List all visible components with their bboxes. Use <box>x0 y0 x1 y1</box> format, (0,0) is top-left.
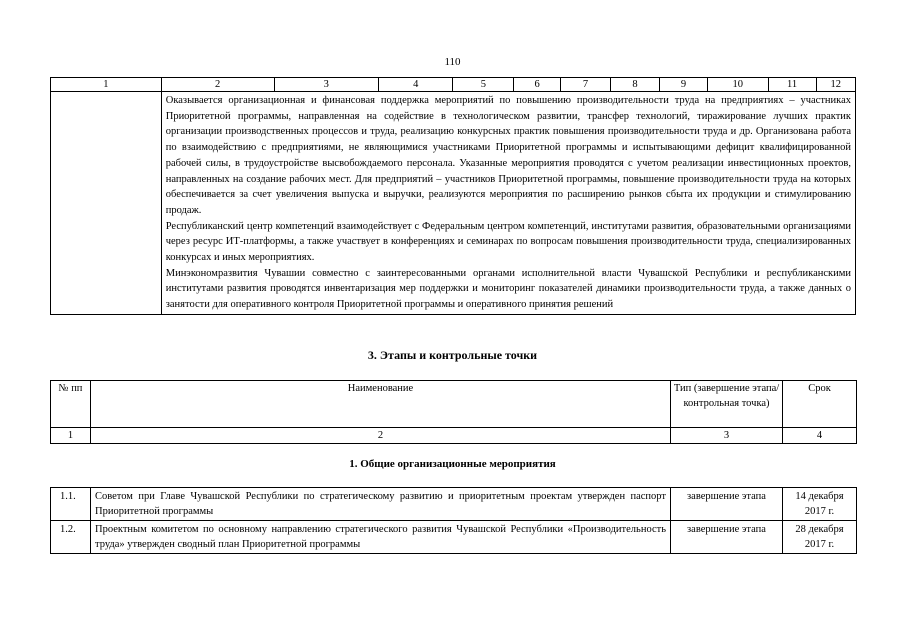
table-numbering-row <box>51 428 857 444</box>
section-title: 3. Этапы и контрольные точки <box>367 348 538 362</box>
milestone-name: Советом при Главе Чувашской Республики по стратегическому развитию и приоритетным проектам утвержден паспорт Приоритетной программы <box>91 488 671 521</box>
milestones-table <box>50 487 857 554</box>
column-header: 10 <box>707 78 768 92</box>
milestone-type: завершение этапа <box>671 521 783 554</box>
subsection-title: 1. Общие организационные мероприятия <box>349 458 556 470</box>
description-cell <box>161 92 855 315</box>
column-header: 1 <box>51 78 162 92</box>
empty-cell <box>51 92 162 315</box>
column-header: № пп <box>51 381 91 428</box>
table-row <box>51 488 857 521</box>
column-header: 4 <box>378 78 453 92</box>
column-header: 12 <box>816 78 856 92</box>
column-number: 4 <box>783 428 857 444</box>
column-header: 2 <box>161 78 274 92</box>
column-header: 6 <box>514 78 561 92</box>
milestone-date: 28 декабря 2017 г. <box>783 521 857 554</box>
activities-table <box>50 77 856 315</box>
column-header: 7 <box>561 78 611 92</box>
column-number: 1 <box>51 428 91 444</box>
table-row <box>51 521 857 554</box>
milestone-date: 14 декабря 2017 г. <box>783 488 857 521</box>
row-number: 1.1. <box>51 488 91 521</box>
column-number: 3 <box>671 428 783 444</box>
column-header: Тип (завершение этапа/контрольная точка) <box>671 381 783 428</box>
paragraph: Минэкономразвития Чувашии совместно с заинтересованными органами исполнительной власти Чувашской Республики и республиканскими институтами развития проводятся инвентаризация мер поддержки и мониторинг показателей динамики производительности труда, а также данных о занятости для оперативного контроля Приоритетной программы и оперативного принятия решений <box>165 267 851 311</box>
table-header-row <box>51 78 856 92</box>
column-header: 8 <box>611 78 660 92</box>
column-header: 11 <box>768 78 816 92</box>
table-header-row <box>51 381 857 428</box>
column-header: 3 <box>274 78 378 92</box>
milestone-type: завершение этапа <box>671 488 783 521</box>
column-header: 9 <box>660 78 708 92</box>
column-header: Срок <box>783 381 857 428</box>
column-header: 5 <box>453 78 514 92</box>
row-number: 1.2. <box>51 521 91 554</box>
paragraph: Оказывается организационная и финансовая поддержка мероприятий по повышению производительности труда на предприятиях – участниках Приоритетной программы, направленная на содействие в технологическом развитии, трансфер технологий, тиражирование лучших практик организации производственных процессов и труда, реализацию конкурсных практик повышения производительности труда и др. Организована работа по взаимодействию с предприятиями, не являющимися участниками Приоритетной программы и испытывающими дефицит квалифицированной рабочей силы, в трудоустройстве высвобождаемого персонала. Указанные мероприятия проводятся с учетом реализации инвестиционных проектов, направленных на создание рабочих мест. Для предприятий – участников Приоритетной программы, повышение производительности труда на которых обеспечивается за счет увеличения выпуска и выручки, реализуются мероприятия по расширению рынков сбыта их продукции и стимулированию продаж. <box>165 95 851 216</box>
column-number: 2 <box>91 428 671 444</box>
paragraph: Республиканский центр компетенций взаимодействует с Федеральным центром компетенций, институтами развития, образовательными организациями через ресурс ИТ-платформы, а также участвует в конференциях и семинарах по вопросам повышения производительности труда, специализированных конкурсах и иных мероприятиях. <box>165 220 851 264</box>
milestone-name: Проектным комитетом по основному направлению стратегического развития Чувашской Республики «Производительность труда» утвержден сводный план Приоритетной программы <box>91 521 671 554</box>
page-number: 110 <box>444 56 461 68</box>
milestones-header-table <box>50 380 857 444</box>
table-row <box>51 92 856 315</box>
column-header: Наименование <box>91 381 671 428</box>
